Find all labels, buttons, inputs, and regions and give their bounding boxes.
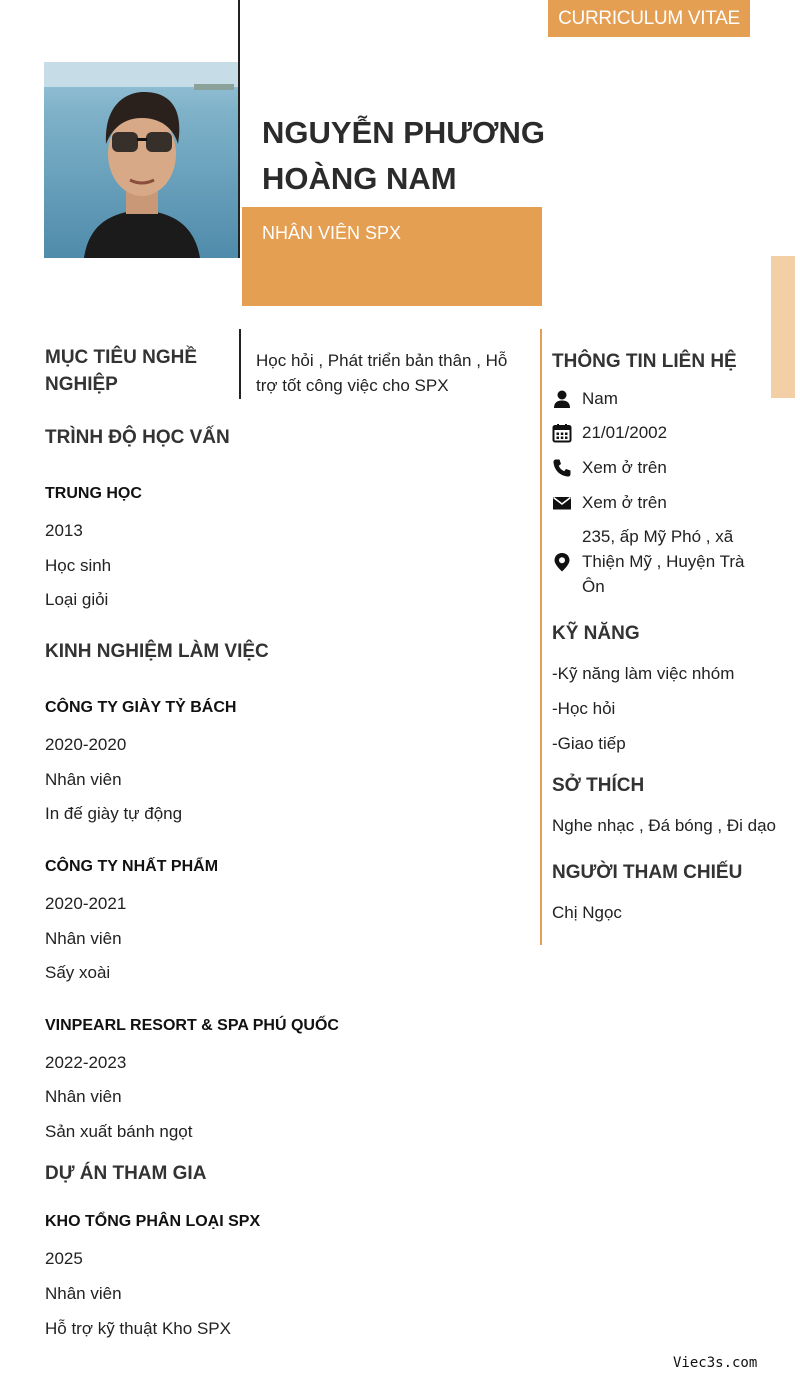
project-item-period: 2025 <box>45 1249 83 1268</box>
email-value: Xem ở trên <box>582 493 667 512</box>
job-title: NHÂN VIÊN SPX <box>262 223 402 243</box>
projects-heading: DỰ ÁN THAM GIA <box>45 1163 207 1184</box>
education-item-name: TRUNG HỌC <box>45 485 142 502</box>
hobbies-heading: SỞ THÍCH <box>552 775 645 796</box>
header-divider <box>238 0 240 258</box>
mail-icon <box>552 493 572 513</box>
phone-value: Xem ở trên <box>582 458 667 477</box>
experience-item-role: Nhân viên <box>45 1087 122 1106</box>
education-item-detail: Loại giỏi <box>45 590 109 609</box>
skill-item: -Kỹ năng làm việc nhóm <box>552 664 735 683</box>
experience-item-period: 2020-2020 <box>45 735 127 754</box>
contact-gender <box>552 386 618 411</box>
contact-phone <box>552 455 667 480</box>
experience-item-detail: Sản xuất bánh ngọt <box>45 1122 193 1141</box>
job-title-box <box>242 207 542 306</box>
experience-item-period: 2020-2021 <box>45 894 127 913</box>
contact-birthday <box>552 420 667 445</box>
birthday-value: 21/01/2002 <box>582 423 668 442</box>
calendar-icon <box>552 423 572 443</box>
skills-heading: KỸ NĂNG <box>552 623 640 644</box>
experience-item-role: Nhân viên <box>45 929 122 948</box>
candidate-name: NGUYỄN PHƯƠNG HOÀNG NAM <box>262 115 545 196</box>
phone-icon <box>552 458 572 478</box>
experience-item-role: Nhân viên <box>45 770 122 789</box>
education-heading: TRÌNH ĐỘ HỌC VẤN <box>45 427 230 448</box>
references-heading: NGƯỜI THAM CHIẾU <box>552 862 743 883</box>
project-item-name: KHO TỔNG PHÂN LOẠI SPX <box>45 1213 261 1230</box>
references-text: Chị Ngọc <box>552 903 622 922</box>
gender-value: Nam <box>582 389 618 408</box>
skill-item: -Học hỏi <box>552 699 616 718</box>
experience-item-name: CÔNG TY NHẤT PHẨM <box>45 858 219 875</box>
experience-item-detail: Sấy xoài <box>45 963 111 982</box>
experience-item-detail: In đế giày tự động <box>45 804 183 823</box>
side-decoration-tab <box>771 256 795 398</box>
project-item-role: Nhân viên <box>45 1284 122 1303</box>
curriculum-vitae-banner: CURRICULUM VITAE <box>548 0 750 37</box>
education-item-period: 2013 <box>45 521 83 540</box>
person-icon <box>552 389 572 409</box>
location-pin-icon <box>552 552 572 572</box>
education-item-role: Học sinh <box>45 556 112 575</box>
experience-item-name: VINPEARL RESORT & SPA PHÚ QUỐC <box>45 1017 339 1034</box>
address-value: 235, ấp Mỹ Phó , xã Thiện Mỹ , Huyện Trà Ôn <box>582 527 745 596</box>
skill-item: -Giao tiếp <box>552 734 626 753</box>
experience-item-period: 2022-2023 <box>45 1053 127 1072</box>
experience-heading: KINH NGHIỆM LÀM VIỆC <box>45 641 269 662</box>
experience-item-name: CÔNG TY GIÀY TỶ BÁCH <box>45 699 237 716</box>
objective-divider <box>239 329 241 399</box>
project-item-detail: Hỗ trợ kỹ thuật Kho SPX <box>45 1319 231 1338</box>
profile-photo <box>44 62 238 258</box>
objective-heading: MỤC TIÊU NGHỀ NGHIỆP <box>45 347 197 395</box>
contact-email <box>552 490 667 515</box>
column-divider <box>540 329 542 945</box>
hobbies-text: Nghe nhạc , Đá bóng , Đi dạo <box>552 816 776 835</box>
objective-text: Học hỏi , Phát triển bản thân , Hỗ trợ tốt công việc cho SPX <box>256 351 508 395</box>
contact-address <box>552 524 754 599</box>
site-watermark: Viec3s.com <box>673 1355 758 1371</box>
contact-heading: THÔNG TIN LIÊN HỆ <box>552 351 737 372</box>
